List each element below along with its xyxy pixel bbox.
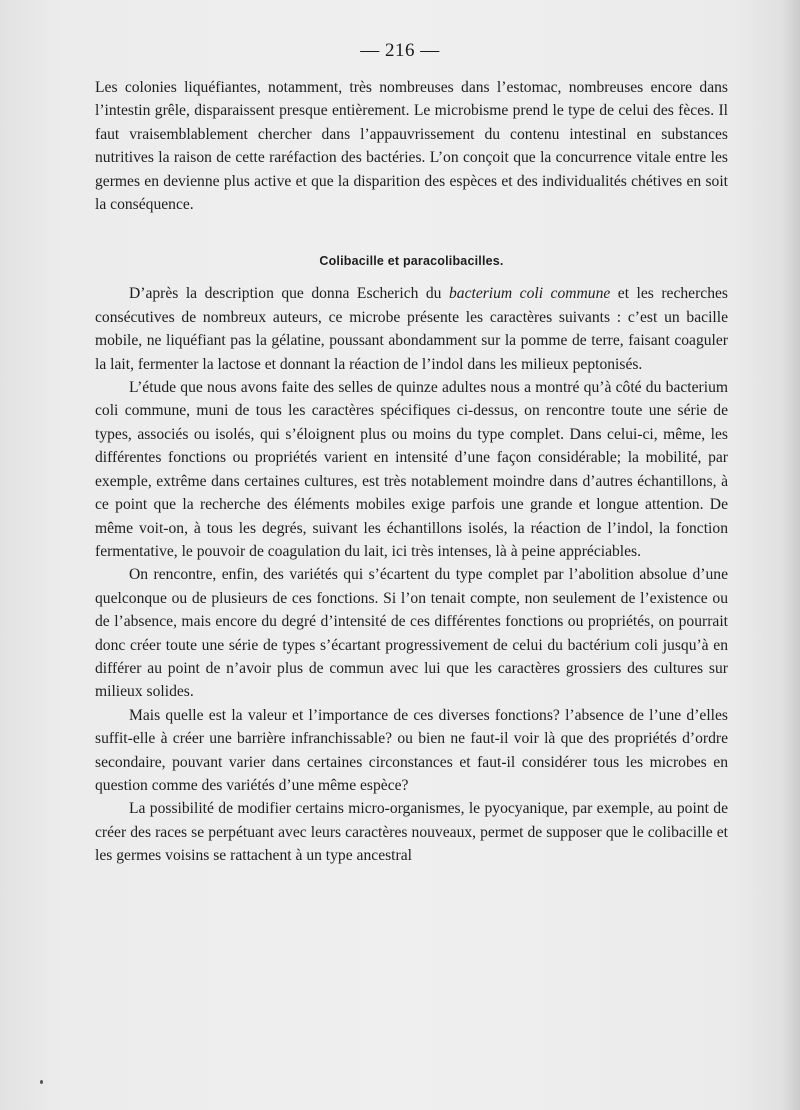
paragraph-study: L’étude que nous avons faite des selles de quinze adultes nous a montré qu’à côté du bacterium coli commune, muni de tous les caractères spécifiques ci-dessus, on rencontre toute une série de types, associés ou isolés, qui s’éloignent plus ou moins du type complet. Dans celui-ci, même, les différentes fonctions ou propriétés varient en intensité d’une façon considérable; la mobilité, par exemple, extrême dans certaines cultures, est très notablement moindre dans d’autres échantillons, à ce point que la recherche des éléments mobiles exige parfois une grande et longue attention. De même voit-on, à tous les degrés, suivant les échantillons isolés, la réaction de l’indol, la fonction fermentative, le pouvoir de coagulation du lait, ici très intenses, là à peine appréciables. — [95, 379, 728, 560]
species-name-italic: bacterium coli commune — [448, 285, 611, 303]
page-number: — 216 — — [360, 40, 440, 61]
ink-speck — [40, 1080, 43, 1084]
paragraph-escherich-end: et les recherches consécutives de nombreux auteurs, ce microbe présente les caractères suivants : c’est un bacille mobile, ne liquéfiant pas la gélatine, poussant abondamment sur la pomme de terre, faisant coaguler la lait, fermenter la lactose et donnant la réaction de l’indol dans les milieux peptonisés. — [95, 285, 728, 373]
body-text — [95, 76, 728, 868]
section-heading: Colibacille et paracolibacilles. — [319, 254, 504, 269]
paragraph-varieties: On rencontre, enfin, des variétés qui s’écartent du type complet par l’abolition absolue d’une quelconque ou de plusieurs de ces fonctions. Si l’on tenait compte, non seulement de l’existence ou de l’absence, mais encore du degré d’intensité de ces différentes fonctions ou propriétés, on pourrait donc créer toute une série de types s’écartant progressivement de celui du bactérium coli jusqu’à en différer au point de n’avoir plus de commun avec lui que les caractères grossiers des cultures sur milieux solides. — [95, 566, 728, 701]
page-edge-shadow — [782, 0, 800, 1110]
paragraph-questions: Mais quelle est la valeur et l’importance de ces diverses fonctions? l’absence de l’une d’elles suffit-elle à créer une barrière infranchissable? ou bien ne faut-il voir là que des propriétés d’ordre secondaire, pouvant varier dans certaines circonstances et faut-il considérer tous les microbes en question comme des variétés d’une même espèce? — [95, 706, 728, 794]
paragraph-escherich-start: D’après la description que donna Escherich du — [129, 285, 449, 303]
paragraph-escherich — [95, 282, 728, 376]
paragraph-intro: Les colonies liquéfiantes, notamment, très nombreuses dans l’estomac, nombreuses encore dans l’intestin grêle, disparaissent presque entièrement. Le microbisme prend le type de celui des fèces. Il faut vraisemblablement chercher dans l’appauvrissement du contenu intestinal en substances nutritives la raison de cette raréfaction des bactéries. L’on conçoit que la concurrence vitale entre les germes en devienne plus active et que la disparition des espèces et des individualités chétives en soit la conséquence. — [95, 79, 728, 214]
paragraph-pyocyanique: La possibilité de modifier certains micro-organismes, le pyocyanique, par exemple, au point de créer des races se perpétuant avec leurs caractères nouveaux, permet de supposer que le colibacille et les germes voisins se rattachent à un type ancestral — [95, 800, 728, 865]
